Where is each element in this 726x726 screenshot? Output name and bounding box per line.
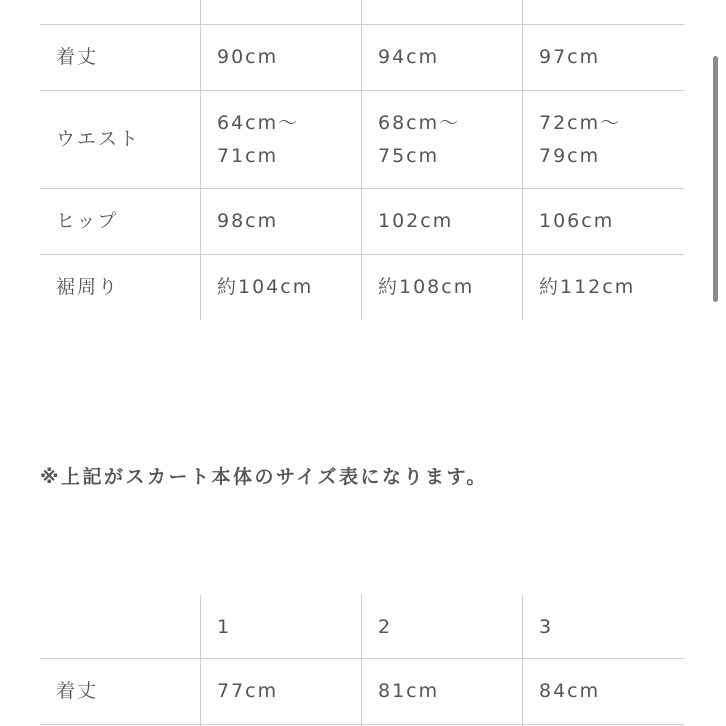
table-cell: 72cm～ [539, 112, 622, 134]
table-cell: 75cm [378, 145, 440, 167]
table-cell: 106cm [539, 210, 615, 232]
table-column-divider [200, 595, 201, 726]
table-cell: 約108cm [378, 276, 475, 298]
table-cell: 84cm [539, 680, 601, 702]
row-label-hem: 裾周り [56, 276, 120, 298]
column-header: 3 [539, 616, 554, 638]
row-label-length: 着丈 [56, 680, 99, 702]
table-row-divider [40, 254, 684, 255]
table-column-divider [361, 0, 362, 320]
table-cell: 約104cm [217, 276, 314, 298]
table-cell: 102cm [378, 210, 454, 232]
table-cell: 97cm [539, 46, 601, 68]
table-row-divider [40, 24, 684, 25]
table-cell: 68cm～ [378, 112, 461, 134]
table-column-divider [361, 595, 362, 726]
table-cell: 79cm [539, 145, 601, 167]
table-cell: 90cm [217, 46, 279, 68]
table-row-divider [40, 658, 684, 659]
table-column-divider [522, 595, 523, 726]
table-cell: 98cm [217, 210, 279, 232]
table-row-divider [40, 90, 684, 91]
table-column-divider [200, 0, 201, 320]
column-header: 2 [378, 616, 393, 638]
table-row-divider [40, 188, 684, 189]
table-cell: 64cm～ [217, 112, 300, 134]
row-label-length: 着丈 [56, 46, 99, 68]
row-label-waist: ウエスト [56, 128, 141, 150]
table-cell: 71cm [217, 145, 279, 167]
column-header: 1 [217, 616, 232, 638]
table-column-divider [522, 0, 523, 320]
table-cell: 94cm [378, 46, 440, 68]
table-cell: 約112cm [539, 276, 636, 298]
table-row-divider [40, 724, 684, 725]
size-note: ※上記がスカート本体のサイズ表になります。 [40, 466, 488, 488]
scrollbar-thumb[interactable] [713, 56, 718, 302]
table-cell: 81cm [378, 680, 440, 702]
table-cell: 77cm [217, 680, 279, 702]
row-label-hip: ヒップ [56, 210, 119, 232]
